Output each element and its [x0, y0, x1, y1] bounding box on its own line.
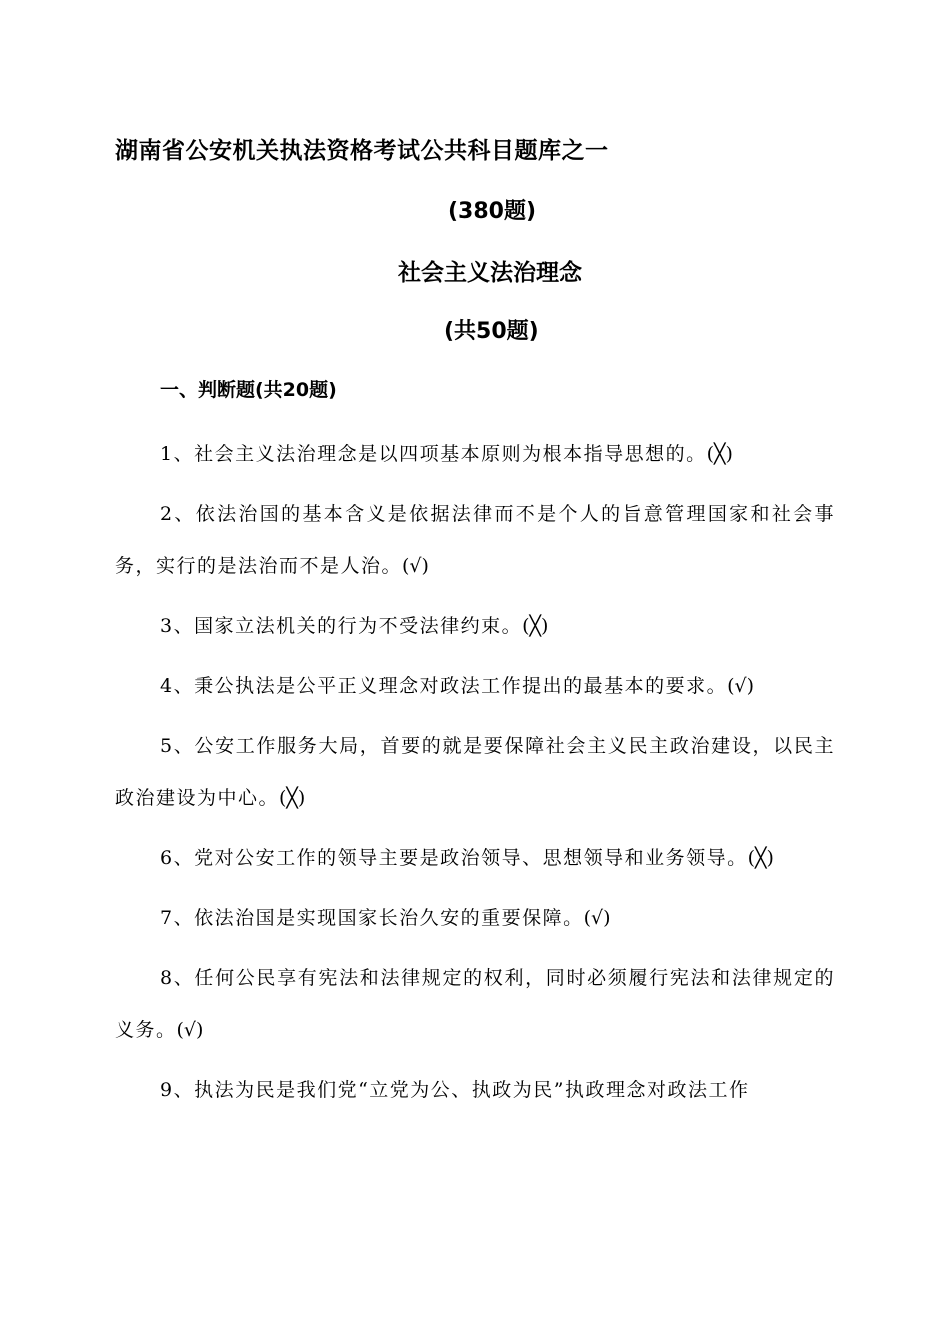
question-item: [115, 428, 835, 480]
question-text: 3、国家立法机关的行为不受法律约束。: [160, 615, 523, 637]
section-title: 社会主义法治理念: [398, 260, 582, 286]
question-item: [115, 892, 835, 944]
question-answer: (√): [583, 907, 611, 929]
section-question-count: (共50题): [444, 319, 539, 344]
question-text: 5、公安工作服务大局，首要的就是要保障社会主义民主政治建设，以民主政治建设为中心。: [115, 735, 835, 809]
question-item: [115, 952, 835, 1056]
question-answer: (╳): [522, 615, 549, 637]
document-title: 湖南省公安机关执法资格考试公共科目题库之一: [115, 138, 609, 164]
question-list: [115, 428, 835, 1124]
part-heading: 一、判断题(共20题): [160, 379, 337, 401]
question-item: [115, 600, 835, 652]
question-item: [115, 832, 835, 884]
question-text: 6、党对公安工作的领导主要是政治领导、思想领导和业务领导。: [160, 847, 748, 869]
question-item: [115, 1064, 835, 1116]
question-answer: (√): [402, 555, 429, 577]
question-text: 2、依法治国的基本含义是依据法律而不是个人的旨意管理国家和社会事务，实行的是法治而不是人治。: [115, 503, 835, 577]
question-answer: (╳): [279, 787, 306, 809]
question-answer: (√): [727, 675, 755, 697]
question-text: 7、依法治国是实现国家长治久安的重要保障。: [160, 907, 584, 929]
question-item: [115, 720, 835, 824]
total-question-count: (380题): [448, 199, 537, 224]
question-text: 4、秉公执法是公平正义理念对政法工作提出的最基本的要求。: [160, 675, 728, 697]
question-answer: (╳): [706, 443, 733, 465]
question-text: 8、任何公民享有宪法和法律规定的权利，同时必须履行宪法和法律规定的义务。: [115, 967, 835, 1041]
question-answer: (╳): [747, 847, 774, 869]
question-item: [115, 488, 835, 592]
question-text: 9、执法为民是我们党“立党为公、执政为民”执政理念对政法工作: [160, 1079, 750, 1101]
question-text: 1、社会主义法治理念是以四项基本原则为根本指导思想的。: [160, 443, 707, 465]
question-item: [115, 660, 835, 712]
question-answer: (√): [176, 1019, 204, 1041]
